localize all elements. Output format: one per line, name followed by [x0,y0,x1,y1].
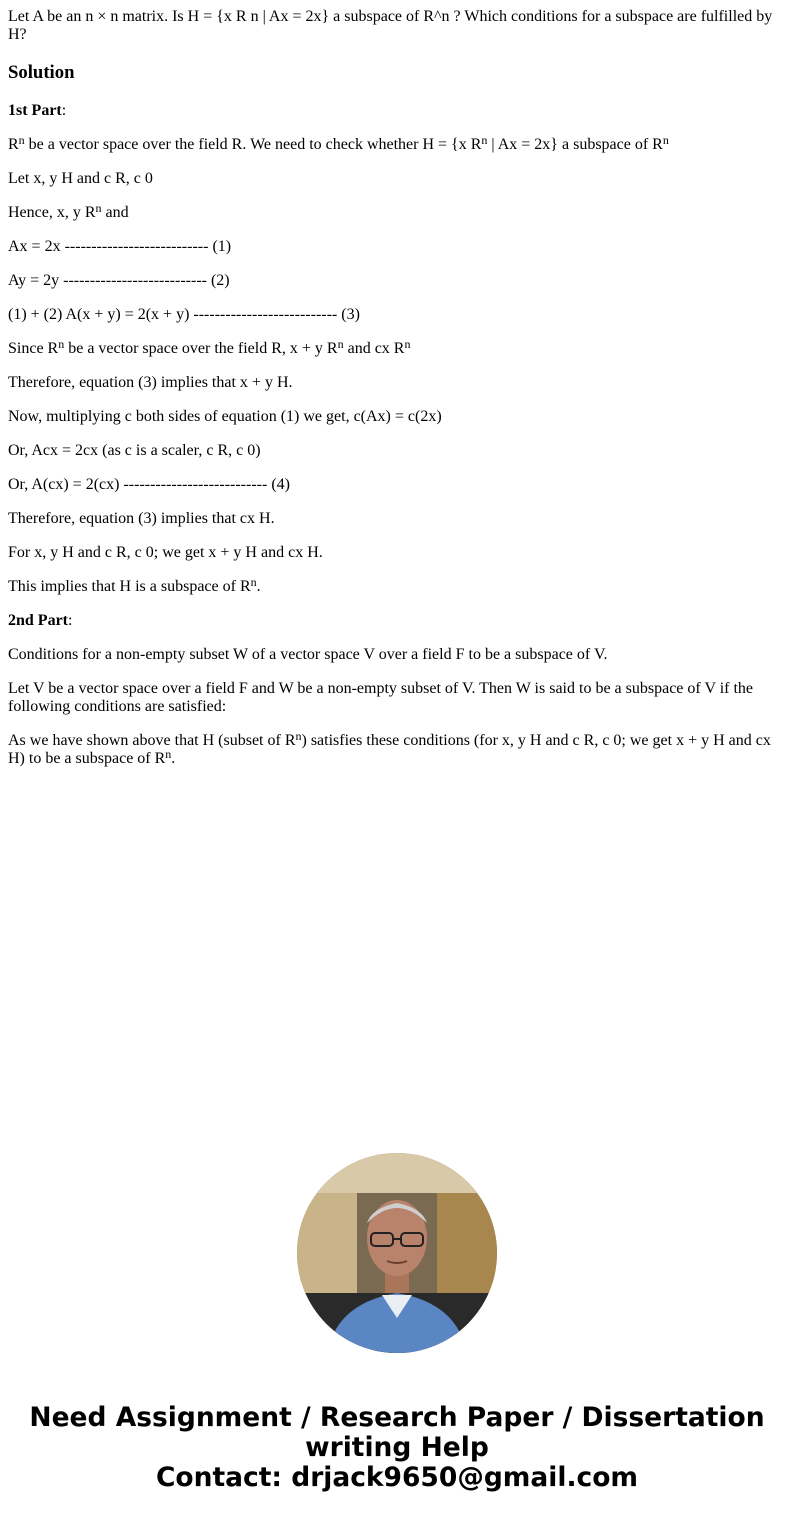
text-run: | Ax = 2x} a subspace of R [487,136,663,153]
text-run: As we have shown above that H (subset of R [8,732,296,749]
part2-colon: : [68,612,73,629]
part1-line-10: Or, Acx = 2cx (as c is a scaler, c R, c 0) [8,442,261,459]
part1-conclusion [8,575,786,596]
document-body [8,8,786,784]
part1-label: 1st Part [8,102,62,119]
part2-label: 2nd Part [8,612,68,629]
footer-contact: Contact: drjack9650@gmail.com [155,1462,639,1493]
part2-heading [8,612,786,630]
part1-line-7 [8,337,786,358]
superscript: n [295,729,302,743]
superscript: n [58,337,65,351]
superscript: n [662,133,669,147]
text-run: R [8,136,19,153]
author-avatar [297,1153,497,1353]
text-run: and [101,204,129,221]
text-run: ) satisfies these conditions (for x, y H and c R, c 0; we get x + y H and cx H) to be a subspace of R [8,732,771,767]
equation-2: Ay = 2y --------------------------- (2) [8,272,230,289]
text-run: . [171,750,176,767]
superscript: n [404,337,411,351]
equation-4: Or, A(cx) = 2(cx) --------------------------- (4) [8,476,290,493]
part1-line-12: Therefore, equation (3) implies that cx H. [8,510,275,527]
part1-line-2: Let x, y H and c R, c 0 [8,170,153,187]
footer-line-2: writing Help [305,1432,489,1463]
question-text: Let A be an n × n matrix. Is H = {x R n | Ax = 2x} a subspace of R^n ? Which conditions for a subspace are fulfilled by H? [8,8,773,43]
text-run: This implies that H is a subspace of R [8,578,251,595]
superscript: n [250,575,257,589]
part1-colon: : [61,102,67,119]
part2-line-2: Let V be a vector space over a field F and W be a non-empty subset of V. Then W is said to be a subspace of V if the following conditions are satisfied: [8,680,754,715]
author-portrait-icon [297,1153,497,1353]
part2-line-3 [8,729,786,768]
footer-line-1: Need Assignment / Research Paper / Dissertation [29,1402,765,1433]
solution-heading: Solution [8,62,75,83]
part1-heading [8,102,786,120]
part1-line-8: Therefore, equation (3) implies that x + y H. [8,374,293,391]
part1-line-3 [8,201,786,222]
superscript: n [481,133,488,147]
footer-promo [0,1403,794,1493]
superscript: n [165,747,172,761]
text-run: . [256,578,261,595]
superscript: n [18,133,25,147]
part1-line-13: For x, y H and c R, c 0; we get x + y H and cx H. [8,544,323,561]
text-run: Since R [8,340,59,357]
equation-1: Ax = 2x --------------------------- (1) [8,238,232,255]
superscript: n [337,337,344,351]
text-run: Hence, x, y R [8,204,96,221]
part1-line-1 [8,133,786,154]
part2-line-1: Conditions for a non-empty subset W of a vector space V over a field F to be a subspace of V. [8,646,608,663]
equation-3: (1) + (2) A(x + y) = 2(x + y) --------------------------- (3) [8,306,360,323]
text-run: and cx R [343,340,405,357]
text-run: be a vector space over the field R, x + y R [64,340,338,357]
superscript: n [95,201,102,215]
text-run: be a vector space over the field R. We need to check whether H = {x R [24,136,482,153]
part1-line-9: Now, multiplying c both sides of equation (1) we get, c(Ax) = c(2x) [8,408,442,425]
